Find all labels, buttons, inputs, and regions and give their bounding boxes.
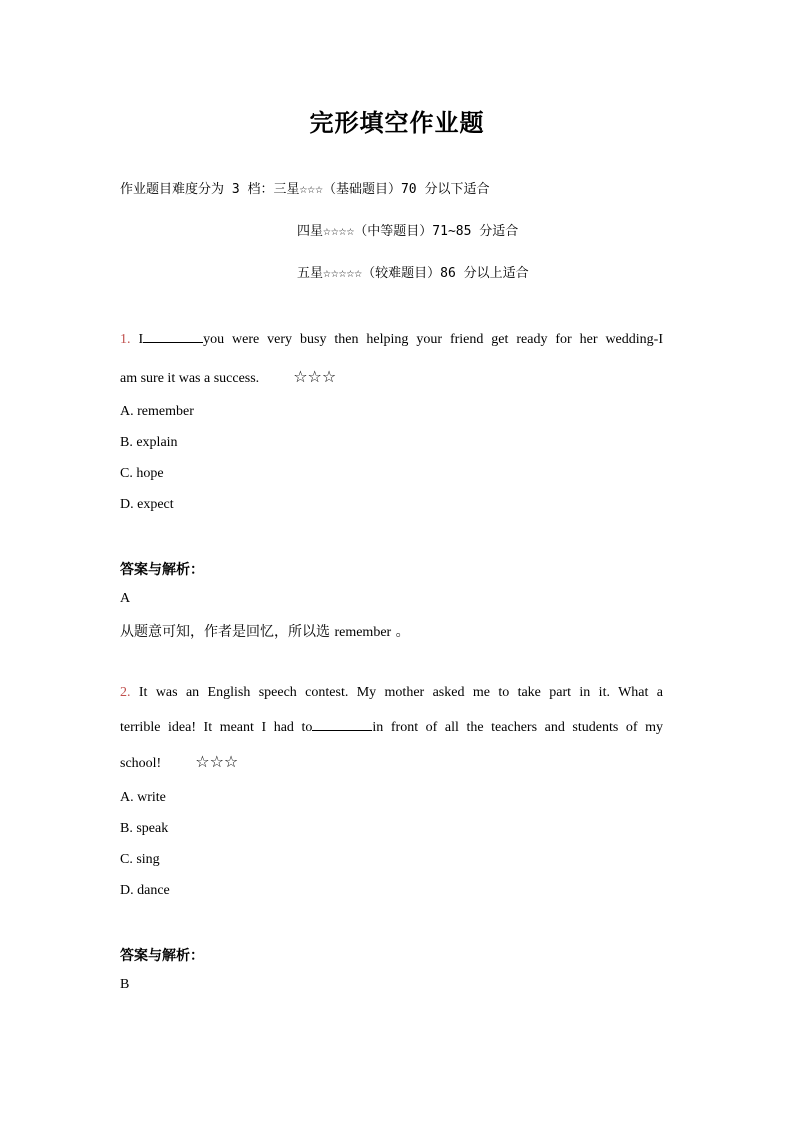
question-1-explanation xyxy=(120,621,410,641)
question-2-blank xyxy=(312,718,372,731)
question-2-text-line-1: It was an English speech contest. My mother asked me to take part in it. What a xyxy=(138,685,664,700)
question-1-line-1 xyxy=(120,330,663,348)
question-1-explanation-word: remember xyxy=(334,625,392,640)
difficulty-level-4star: 四星☆☆☆☆（中等题目）71~85 分适合 xyxy=(297,224,519,239)
question-2-difficulty-stars: ☆☆☆ xyxy=(195,752,239,771)
question-2-line-2 xyxy=(120,718,663,736)
question-1-answer: A xyxy=(120,591,131,606)
question-1-text-after: you were very busy then helping your friend get ready for her wedding-I xyxy=(203,332,663,347)
question-2-text-line-3: school! xyxy=(120,756,162,771)
question-2-number: 2. xyxy=(120,685,131,700)
question-2-line-3 xyxy=(120,752,238,772)
question-2-answer: B xyxy=(120,977,130,992)
question-1-blank xyxy=(143,330,203,343)
question-2-option-a: A. write xyxy=(120,790,166,805)
question-1-explanation-suffix: 。 xyxy=(395,624,410,640)
question-2-option-d: D. dance xyxy=(120,883,170,898)
difficulty-level-3star: 三星☆☆☆（基础题目）70 分以下适合 xyxy=(273,182,490,197)
question-1-difficulty-stars: ☆☆☆ xyxy=(293,367,337,386)
question-1-option-b: B. explain xyxy=(120,435,178,450)
question-1-text-before: I xyxy=(138,332,144,347)
question-2-text-before: terrible idea! It meant I had to xyxy=(120,720,313,735)
question-2-text-after: in front of all the teachers and students of my xyxy=(372,720,663,735)
question-1-text-line-2: am sure it was a success. xyxy=(120,371,260,386)
question-2-option-c: C. sing xyxy=(120,852,160,867)
difficulty-level-5star: 五星☆☆☆☆☆（较难题目）86 分以上适合 xyxy=(297,266,529,281)
difficulty-intro-text: 作业题目难度分为 3 档： xyxy=(120,182,274,197)
question-1-explanation-prefix: 从题意可知，作者是回忆，所以选 xyxy=(120,624,330,640)
question-2-option-b: B. speak xyxy=(120,821,169,836)
document-title: 完形填空作业题 xyxy=(309,109,485,137)
question-2-answer-heading: 答案与解析： xyxy=(120,948,204,964)
question-1-option-d: D. expect xyxy=(120,497,174,512)
difficulty-intro xyxy=(120,178,489,197)
question-1-answer-heading: 答案与解析： xyxy=(120,562,204,578)
question-1-line-2 xyxy=(120,367,336,387)
question-1-option-c: C. hope xyxy=(120,466,164,481)
question-1-number: 1. xyxy=(120,332,131,347)
question-1-option-a: A. remember xyxy=(120,404,194,419)
question-2-line-1 xyxy=(120,685,663,701)
